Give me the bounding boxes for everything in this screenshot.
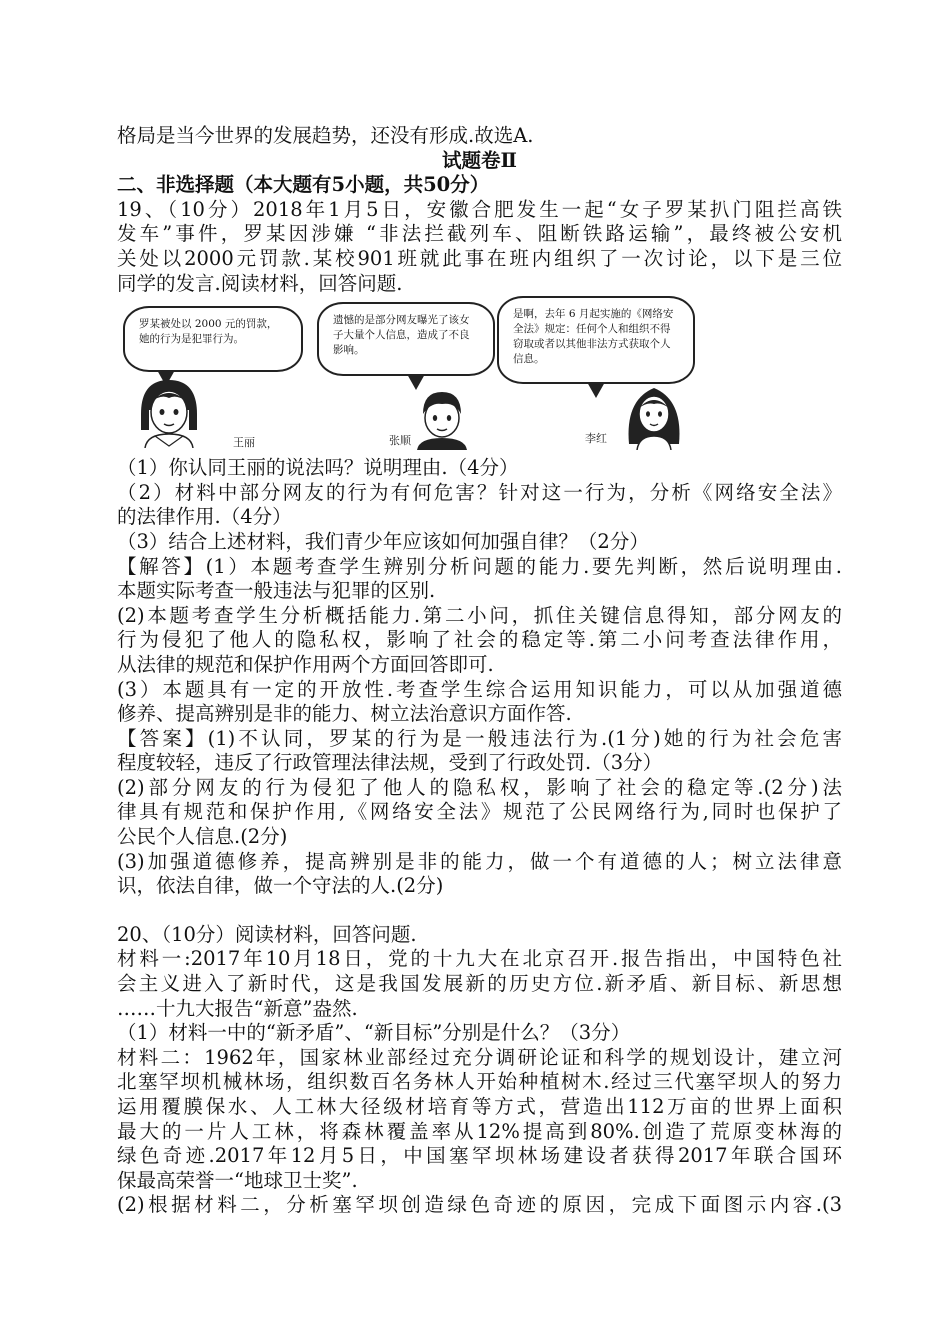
text-line: 修养、提高辨别是非的能力、树立法治意识方面作答.	[117, 702, 572, 726]
text-line: （1）你认同王丽的说法吗？说明理由.（4分）	[117, 456, 519, 480]
speech-tail	[587, 382, 605, 398]
text-line: 【解答】(1）本题考查学生辨别分析问题的能力.要先判断，然后说明理由.	[117, 554, 842, 578]
girl-figure-icon	[131, 374, 207, 448]
text-line: （1）材料一中的“新矛盾”、“新目标”分别是什么？（3分）	[117, 1021, 631, 1045]
text-line: 程度较轻，违反了行政管理法律法规，受到了行政处罚.（3分）	[117, 751, 663, 775]
text-line: 发车”事件，罗某因涉嫌 “非法拦截列车、阻断铁路运输”，最终被公安机	[117, 222, 842, 246]
text-line: 关处以2000元罚款.某校901班就此事在班内组织了一次讨论，以下是三位	[117, 246, 842, 270]
text-line: (3）本题具有一定的开放性.考查学生综合运用知识能力，可以从加强道德	[117, 677, 842, 701]
continuation-line: 格局是当今世界的发展趋势，还没有形成.故选A.	[117, 124, 534, 147]
text-line: 【答案】(1)不认同，罗某的行为是一般违法行为.(1分)她的行为社会危害	[117, 726, 842, 750]
text-line: 识，依法自律，做一个守法的人.(2分)	[117, 874, 444, 898]
text-line: (2)根据材料二，分析塞罕坝创造绿色奇迹的原因，完成下面图示内容.(3	[117, 1193, 842, 1217]
question-20-body	[117, 923, 842, 1218]
speaker-name: 张顺	[389, 434, 411, 448]
section-title: 试题卷Ⅱ	[442, 148, 517, 172]
document-page	[117, 124, 842, 1218]
speech-bubble-lihong: 是啊，去年 6 月起实施的《网络安全法》规定：任何个人和组织不得窃取或者以其他非法方式获取个人信息。	[497, 296, 695, 384]
text-line: 19、（10分）2018年1月5日，安徽合肥发生一起“女子罗某扒门阻拦高铁	[117, 197, 842, 221]
text-line: 本题实际考查一般违法与犯罪的区别.	[117, 579, 436, 603]
cartoon-illustration	[117, 302, 842, 450]
text-line: （2）材料中部分网友的行为有何危害？针对这一行为，分析《网络安全法》	[117, 480, 842, 504]
text-line: 保最高荣誉一“地球卫士奖”.	[117, 1168, 358, 1192]
text-line: 材料一:2017年10月18日，党的十九大在北京召开.报告指出，中国特色社	[117, 947, 842, 971]
speech-bubble-wangli: 罗某被处以 2000 元的罚款，她的行为是犯罪行为。	[123, 306, 303, 372]
text-line: 同学的发言.阅读材料，回答问题.	[117, 271, 403, 295]
speech-bubble-zhangshun: 遗憾的是部分网友曝光了该女子大量个人信息，造成了不良影响。	[317, 302, 495, 376]
text-line: 行为侵犯了他人的隐私权，影响了社会的稳定等.第二小问考查法律作用，	[117, 628, 842, 652]
speaker-name: 王丽	[233, 436, 255, 450]
text-line: 会主义进入了新时代，这是我国发展新的历史方位.新矛盾、新目标、新思想	[117, 972, 842, 996]
speaker-name: 李红	[585, 432, 607, 446]
text-line: 从法律的规范和保护作用两个方面回答即可.	[117, 652, 494, 676]
section-heading: 二、非选择题（本大题有5小题，共50分）	[117, 173, 490, 197]
text-line: 绿色奇迹.2017年12月5日，中国塞罕坝林场建设者获得2017年联合国环	[117, 1144, 842, 1168]
spacer	[117, 899, 842, 923]
question-19-body	[117, 456, 842, 899]
text-line: 最大的一片人工林，将森林覆盖率从12%提高到80%.创造了荒原变林海的	[117, 1119, 842, 1143]
text-line: 材料二：1962年，国家林业部经过充分调研论证和科学的规划设计，建立河	[117, 1045, 842, 1069]
text-line: （3）结合上述材料，我们青少年应该如何加强自律？（2分）	[117, 529, 649, 553]
text-line: (2)部分网友的行为侵犯了他人的隐私权，影响了社会的稳定等.(2分)法	[117, 775, 842, 799]
text-line: 公民个人信息.(2分)	[117, 825, 288, 849]
text-line: 的法律作用.（4分）	[117, 505, 292, 529]
girl-long-hair-figure-icon	[619, 380, 689, 450]
text-line: (3)加强道德修养，提高辨别是非的能力，做一个有道德的人；树立法律意	[117, 849, 842, 873]
text-line: 运用覆膜保水、人工林大径级材培育等方式，营造出112万亩的世界上面积	[117, 1095, 842, 1118]
text-line: 律具有规范和保护作用,《网络安全法》规范了公民网络行为,同时也保护了	[117, 800, 842, 824]
text-line: 20、（10分）阅读材料，回答问题.	[117, 922, 417, 946]
text-line: ……十九大报告“新意”盎然.	[117, 996, 358, 1020]
text-line: (2)本题考查学生分析概括能力.第二小问，抓住关键信息得知，部分网友的	[117, 603, 842, 627]
boy-figure-icon	[409, 384, 475, 450]
question-19-intro	[117, 198, 842, 296]
text-line: 北塞罕坝机械林场，组织数百名务林人开始种植树木.经过三代塞罕坝人的努力	[117, 1070, 842, 1094]
